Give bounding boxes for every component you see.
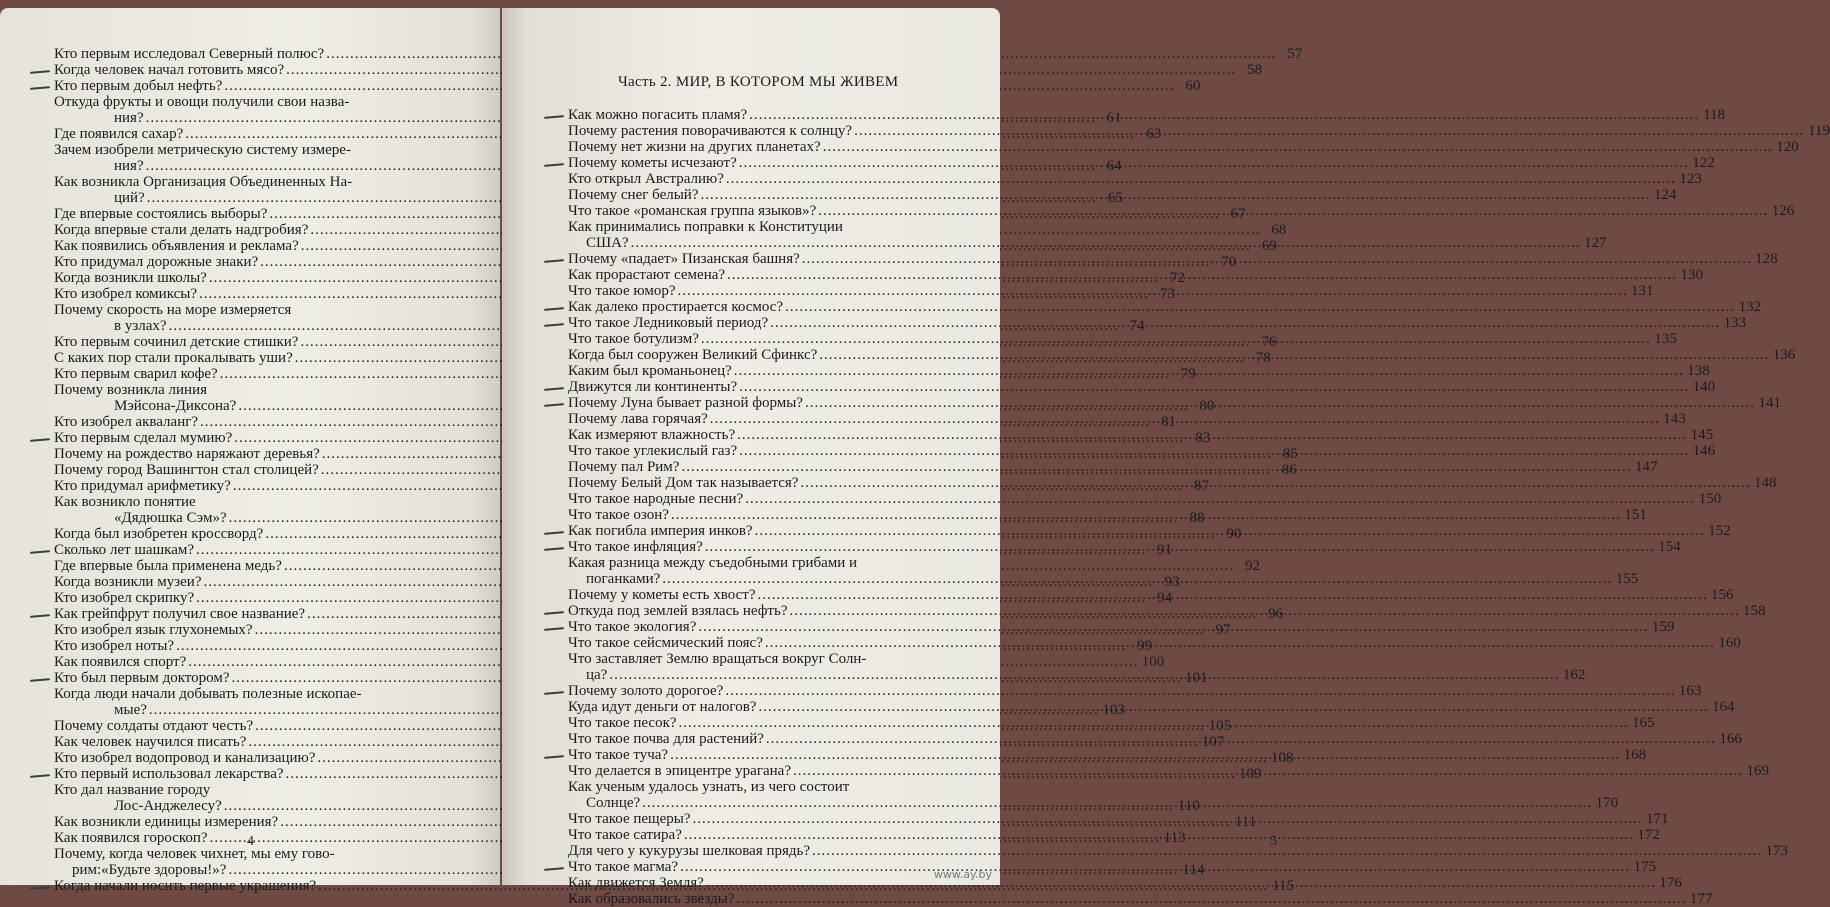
toc-entry-title: Солнце? [586, 795, 641, 811]
toc-entry-page: 162 [1562, 667, 1586, 683]
toc-entry-title: Кто был первым доктором? [54, 670, 230, 686]
toc-entry-title: Что такое магма? [568, 859, 679, 875]
toc-entry-page: 85 [1282, 446, 1298, 462]
toc-entry-page: 173 [1765, 843, 1789, 859]
toc-entry-title: Почему на рождество наряжают деревья? [54, 446, 320, 462]
toc-entry-title: Зачем изобрели метрическую систему измере- [54, 142, 351, 158]
toc-entry-page: 159 [1651, 619, 1675, 635]
toc-entry-title: Почему нет жизни на других планетах? [568, 139, 821, 155]
dot-leader [805, 395, 1755, 411]
toc-entry-title: Что такое углекислый газ? [568, 443, 738, 459]
toc-entry-title: Когда начали носить первые украшения? [54, 878, 317, 894]
toc-entry-title: Почему снег белый? [568, 187, 699, 203]
toc-entry-title: Что такое инфляция? [568, 539, 703, 555]
toc-entry-line [568, 555, 988, 571]
toc-entry-line [568, 683, 1702, 699]
toc-entry-line [54, 142, 470, 158]
toc-entry-page: 65 [1107, 190, 1123, 206]
toc-entry-page: 127 [1584, 235, 1607, 251]
toc-entry-title: Где появился сахар? [54, 126, 184, 142]
toc-entry-title: Когда был сооружен Великий Сфинкс? [568, 347, 818, 363]
toc-entry-title: Как движется Земля? [568, 875, 704, 891]
toc-entry-page: 169 [1746, 763, 1769, 779]
toc-entry-page: 177 [1689, 891, 1713, 907]
toc-entry-page: 123 [1679, 171, 1702, 187]
toc-entry-title: Что такое экология? [568, 619, 697, 635]
toc-entry-title: Как появился гороскоп? [54, 830, 208, 846]
dot-leader [854, 123, 1804, 139]
toc-entry-page: 72 [1169, 270, 1185, 286]
toc-entry-page: 154 [1658, 539, 1681, 555]
toc-entry-title: Что такое озон? [568, 507, 669, 523]
toc-entry-page: 119 [1808, 123, 1830, 139]
toc-entry-title: Почему солдаты отдают честь? [54, 718, 254, 734]
toc-entry [54, 46, 1303, 62]
toc-entry-title: Как возникла Организация Объединенных На- [54, 174, 353, 190]
toc-entry-page: 114 [1182, 862, 1205, 878]
toc-entry-page: 175 [1633, 859, 1657, 875]
toc-entry-title: Что такое песок? [568, 715, 677, 731]
toc-entry-title: Как возникли единицы измерения? [54, 814, 279, 830]
toc-entry-title: Кто первым исследовал Северный полюс? [54, 46, 325, 62]
toc-entry-line [568, 843, 1789, 859]
toc-entry-page: 113 [1163, 830, 1186, 846]
toc-entry-title: Кто первый использовал лекарства? [54, 766, 284, 782]
toc-entry-title: Кто придумал дорожные знаки? [54, 254, 259, 270]
toc-entry-page: 141 [1758, 395, 1781, 411]
toc-entry-title: Как появились объявления и реклама? [54, 238, 299, 254]
toc-entry-page: 115 [1272, 878, 1295, 894]
toc-entry-line [54, 382, 470, 398]
toc-entry-title: Почему кометы исчезают? [568, 155, 737, 171]
toc-entry-title: Почему пал Рим? [568, 459, 680, 475]
toc-entry-page: 126 [1771, 203, 1795, 219]
toc-entry-page: 118 [1703, 107, 1726, 123]
toc-entry-title: Когда впервые стали делать надгробия? [54, 222, 309, 238]
toc-entry-title: Почему у кометы есть хвост? [568, 587, 756, 603]
toc-entry-title: ца? [586, 667, 608, 683]
toc-entry-line [568, 491, 1722, 507]
toc-entry-title: Когда возникли музеи? [54, 574, 202, 590]
toc-entry-title: Как можно погасить пламя? [568, 107, 748, 123]
toc-entry-line [54, 62, 1263, 78]
toc-entry [568, 379, 1716, 395]
dot-leader [701, 331, 1651, 347]
toc-entry-page: 166 [1719, 731, 1742, 747]
toc-entry-title: Кто открыл Австралию? [568, 171, 724, 187]
toc-entry [568, 491, 1722, 507]
dot-leader [739, 443, 1689, 459]
toc-entry-title: Кто придумал арифметику? [54, 478, 231, 494]
toc-entry-title: Что такое пещеры? [568, 811, 691, 827]
toc-entry-page: 132 [1738, 299, 1762, 315]
dot-leader [679, 715, 1629, 731]
toc-entry-page: 110 [1177, 798, 1200, 814]
toc-entry-line [568, 651, 988, 667]
toc-entry-title: Какая разница между съедобными грибами и [568, 555, 858, 571]
toc-entry [568, 139, 1799, 155]
toc-entry-page: 176 [1659, 875, 1682, 891]
toc-entry-title: ния? [114, 110, 144, 126]
toc-entry-title: Кто дал название городу [54, 782, 211, 798]
toc-entry-title: Что такое сейсмический пояс? [568, 635, 763, 651]
toc-entry-page: 158 [1742, 603, 1766, 619]
toc-entry-page: 79 [1180, 366, 1196, 382]
toc-entry-title: Кто изобрел скрипку? [54, 590, 195, 606]
watermark: www.ay.by [933, 868, 992, 881]
toc-entry-page: 91 [1157, 542, 1173, 558]
dot-leader [680, 859, 1630, 875]
toc-entry-title: Как ученым удалось узнать, из чего состоит [568, 779, 850, 795]
toc-entry-title: Что такое юмор? [568, 283, 676, 299]
toc-entry-line [568, 891, 1713, 907]
dot-leader [765, 635, 1715, 651]
toc-entry-page: 136 [1772, 347, 1796, 363]
toc-entry-page: 122 [1692, 155, 1715, 171]
toc-entry-title: Как измеряют влажность? [568, 427, 736, 443]
dot-leader [812, 843, 1762, 859]
toc-entry-page: 92 [1244, 558, 1260, 574]
toc-entry-title: Что такое народные песни? [568, 491, 744, 507]
toc-entry-title: Почему возникла линия [54, 382, 207, 398]
toc-entry-title: Каким был кроманьонец? [568, 363, 732, 379]
dot-leader [706, 875, 1656, 891]
toc-entry-title: Что делается в эпицентре урагана? [568, 763, 791, 779]
dot-leader [802, 251, 1752, 267]
toc-entry-page: 68 [1271, 222, 1287, 238]
dot-leader [726, 171, 1676, 187]
toc-entry-page: 69 [1261, 238, 1277, 254]
toc-entry-page: 100 [1141, 654, 1165, 670]
toc-entry-page: 103 [1102, 702, 1125, 718]
dot-leader [823, 139, 1773, 155]
toc-entry-title: Почему город Вашингтон стал столицей? [54, 462, 319, 478]
toc-entry-page: 170 [1595, 795, 1619, 811]
dot-leader [766, 731, 1716, 747]
toc-entry-page: 128 [1755, 251, 1778, 267]
toc-entry-line [54, 174, 470, 190]
dot-leader [745, 491, 1695, 507]
toc-entry-title: Когда человек начал готовить мясо? [54, 62, 285, 78]
toc-entry-title: Кто изобрел акваланг? [54, 414, 199, 430]
toc-entry-line [54, 846, 470, 862]
toc-entry-page: 145 [1690, 427, 1714, 443]
toc-entry-title: в узлах? [114, 318, 167, 334]
toc-entry-page: 147 [1634, 459, 1658, 475]
toc-entry-page: 120 [1776, 139, 1799, 155]
toc-entry-title: Кто первым сочинил детские стишки? [54, 334, 299, 350]
toc-entry-title: Что заставляет Землю вращаться вокруг Солн- [568, 651, 867, 667]
toc-entry-page: 124 [1653, 187, 1677, 203]
toc-entry-page: 130 [1680, 267, 1704, 283]
toc-entry-title: Почему золото дорогое? [568, 683, 724, 699]
toc-entry-page: 57 [1287, 46, 1303, 62]
dot-leader [793, 763, 1743, 779]
toc-entry-page: 70 [1221, 254, 1237, 270]
toc-entry-page: 171 [1646, 811, 1669, 827]
toc-entry-title: Кто первым добыл нефть? [54, 78, 223, 94]
dot-leader [662, 571, 1612, 587]
toc-entry-title: рим:«Будьте здоровы!»? [72, 862, 227, 878]
toc-entry-title: Кто изобрел комиксы? [54, 286, 197, 302]
toc-entry-title: Когда был изобретен кроссворд? [54, 526, 264, 542]
toc-entry-title: Как возникло понятие [54, 494, 196, 510]
toc-entry-line [54, 302, 470, 318]
toc-entry-page: 105 [1208, 718, 1232, 734]
dot-leader [670, 747, 1620, 763]
toc-entry-title: Кто изобрел ноты? [54, 638, 175, 654]
toc-entry-title: Кто первым сварил кофе? [54, 366, 218, 382]
toc-entry [568, 843, 1789, 859]
toc-entry [54, 62, 1263, 78]
toc-entry-page: 83 [1195, 430, 1211, 446]
toc-entry-page: 99 [1137, 638, 1153, 654]
dot-leader [755, 523, 1705, 539]
toc-entry-title: Сколько лет шашкам? [54, 542, 195, 558]
toc-entry-title: Откуда под землей взялась нефть? [568, 603, 788, 619]
left-page-number: 4 [247, 834, 254, 849]
toc-entry-page: 93 [1164, 574, 1180, 590]
dot-leader [698, 619, 1648, 635]
dot-leader [700, 187, 1650, 203]
dot-leader [725, 683, 1675, 699]
toc-entry-page: 61 [1106, 110, 1122, 126]
toc-entry-page: 156 [1710, 587, 1734, 603]
toc-entry-title: Когда люди начали добывать полезные ископае- [54, 686, 362, 702]
toc-entry-title: Кто изобрел язык глухонемых? [54, 622, 253, 638]
toc-entry-page: 107 [1201, 734, 1225, 750]
toc-entry-line [568, 219, 988, 235]
toc-entry-title: Почему Белый Дом так называется? [568, 475, 799, 491]
toc-entry-title: США? [586, 235, 629, 251]
dot-leader [681, 459, 1631, 475]
dot-leader [739, 155, 1689, 171]
toc-entry-page: 143 [1663, 411, 1686, 427]
toc-entry-page: 165 [1632, 715, 1655, 731]
dot-leader [770, 315, 1720, 331]
toc-entry [568, 891, 1713, 907]
dot-leader [749, 107, 1699, 123]
toc-entry-title: Кто изобрел водопровод и канализацию? [54, 750, 316, 766]
toc-entry [568, 683, 1702, 699]
dot-leader [757, 587, 1707, 603]
toc-entry-page: 108 [1270, 750, 1294, 766]
toc-entry-title: Что такое почва для растений? [568, 731, 764, 747]
toc-entry-page: 152 [1708, 523, 1731, 539]
toc-entry-line [568, 379, 1716, 395]
toc-entry-page: 164 [1711, 699, 1735, 715]
dot-leader [642, 795, 1592, 811]
toc-entry-title: мые? [114, 702, 147, 718]
toc-entry-title: Что такое ботулизм? [568, 331, 699, 347]
toc-entry-page: 135 [1654, 331, 1677, 347]
toc-entry-page: 140 [1692, 379, 1716, 395]
toc-entry-title: Где впервые была применена медь? [54, 558, 282, 574]
toc-entry-title: ния? [114, 158, 144, 174]
toc-entry-line [568, 139, 1799, 155]
toc-entry-page: 163 [1678, 683, 1702, 699]
toc-entry-title: ций? [114, 190, 145, 206]
toc-entry-title: Как появился спорт? [54, 654, 187, 670]
toc-entry-page: 160 [1718, 635, 1741, 651]
toc-entry-page: 138 [1687, 363, 1710, 379]
dot-leader [609, 667, 1559, 683]
toc-entry-title: Почему Луна бывает разной формы? [568, 395, 803, 411]
toc-entry-page: 101 [1185, 670, 1208, 686]
toc-entry-title: Когда возникли школы? [54, 270, 207, 286]
toc-entry-title: Откуда фрукты и овощи получили свои назва- [54, 94, 350, 110]
toc-entry-page: 97 [1215, 622, 1231, 638]
toc-entry-page: 148 [1753, 475, 1777, 491]
toc-entry-line [568, 779, 988, 795]
toc-entry-title: Как погибла империя инков? [568, 523, 753, 539]
toc-entry-page: 146 [1692, 443, 1716, 459]
toc-entry-page: 80 [1199, 398, 1215, 414]
toc-entry-title: Как грейпфрут получил свое название? [54, 606, 306, 622]
toc-entry-page: 90 [1226, 526, 1242, 542]
toc-entry-page: 94 [1157, 590, 1173, 606]
toc-entry-page: 131 [1631, 283, 1654, 299]
dot-leader [739, 379, 1689, 395]
toc-entry-page: 78 [1255, 350, 1271, 366]
dot-leader [819, 347, 1769, 363]
toc-entry-title: Лос-Анджелесу? [114, 798, 222, 814]
dot-leader [737, 427, 1687, 443]
toc-entry-title: Мэйсона-Диксона? [114, 398, 237, 414]
toc-entry-page: 63 [1146, 126, 1162, 142]
toc-entry-page: 172 [1637, 827, 1660, 843]
dot-leader [705, 539, 1655, 555]
dot-leader [734, 363, 1684, 379]
toc-entry-page: 155 [1615, 571, 1639, 587]
toc-entry-line [568, 171, 1702, 187]
dot-leader [800, 475, 1750, 491]
toc-entry-page: 109 [1239, 766, 1262, 782]
toc-entry-title: Как далеко простирается космос? [568, 299, 784, 315]
toc-entry-title: Куда идут деньги от налогов? [568, 699, 757, 715]
dot-leader [684, 827, 1634, 843]
toc-entry-page: 150 [1698, 491, 1722, 507]
dot-leader [631, 235, 1581, 251]
toc-entry-line [54, 46, 1303, 62]
toc-entry-page: 168 [1623, 747, 1647, 763]
toc-entry-page: 151 [1624, 507, 1647, 523]
toc-entry-page: 76 [1261, 334, 1277, 350]
part-heading: Часть 2. МИР, В КОТОРОМ МЫ ЖИВЕМ [618, 74, 899, 90]
toc-entry-line [54, 494, 470, 510]
toc-entry-line [54, 686, 470, 702]
toc-entry-line [54, 94, 470, 110]
toc-entry-title: «Дядюшка Сэм»? [114, 510, 227, 526]
toc-entry-title: Почему лава горячая? [568, 411, 708, 427]
toc-entry-page: 111 [1234, 814, 1257, 830]
dot-leader [671, 507, 1621, 523]
toc-entry-page: 60 [1185, 78, 1201, 94]
toc-entry-page: 133 [1723, 315, 1747, 331]
toc-entry-page: 73 [1160, 286, 1175, 302]
toc-entry-title: Что такое туча? [568, 747, 669, 763]
toc-entry-title: Почему «падает» Пизанская башня? [568, 251, 800, 267]
toc-entry-line [54, 782, 470, 798]
toc-entry-page: 81 [1161, 414, 1177, 430]
dot-leader [678, 283, 1628, 299]
toc-entry-title: Как человек научился писать? [54, 734, 247, 750]
toc-entry-title: Движутся ли континенты? [568, 379, 738, 395]
toc-entry-page: 58 [1247, 62, 1263, 78]
dot-leader [693, 811, 1643, 827]
toc-entry-title: Кто первым сделал мумию? [54, 430, 233, 446]
toc-entry-page: 67 [1230, 206, 1246, 222]
dot-leader [736, 891, 1686, 907]
dot-leader [727, 267, 1677, 283]
toc-entry-title: Почему растения поворачиваются к солнцу? [568, 123, 853, 139]
toc-entry-title: С каких пор стали прокалывать уши? [54, 350, 293, 366]
toc-entry-page: 74 [1129, 318, 1145, 334]
toc-entry-title: поганками? [586, 571, 661, 587]
toc-entry-title: Как прорастают семена? [568, 267, 726, 283]
toc-entry-page: 64 [1106, 158, 1122, 174]
toc-entry-page: 88 [1189, 510, 1205, 526]
toc-entry-page: 86 [1281, 462, 1297, 478]
dot-leader [818, 203, 1768, 219]
toc-entry-line [568, 299, 1762, 315]
toc-entry-page: 87 [1193, 478, 1209, 494]
right-page-number: 5 [1270, 834, 1277, 849]
toc-entry-title: Что такое сатира? [568, 827, 682, 843]
toc-entry [568, 299, 1762, 315]
toc-entry-title: Для чего у кукурузы шелковая прядь? [568, 843, 811, 859]
toc-entry [568, 171, 1702, 187]
toc-entry-title: Почему скорость на море измеряется [54, 302, 292, 318]
dot-leader [758, 699, 1708, 715]
toc-entry-title: Как принимались поправки к Конституции [568, 219, 843, 235]
toc-entry-title: Где впервые состоялись выборы? [54, 206, 268, 222]
toc-entry-title: Что такое «романская группа языков»? [568, 203, 817, 219]
toc-entry-title: Почему, когда человек чихнет, мы ему гово- [54, 846, 335, 862]
toc-entry-page: 96 [1268, 606, 1284, 622]
dot-leader [785, 299, 1735, 315]
dot-leader [710, 411, 1660, 427]
toc-entry-title: Что такое Ледниковый период? [568, 315, 769, 331]
toc-entry-title: Как образовались звезды? [568, 891, 735, 907]
dot-leader [789, 603, 1739, 619]
